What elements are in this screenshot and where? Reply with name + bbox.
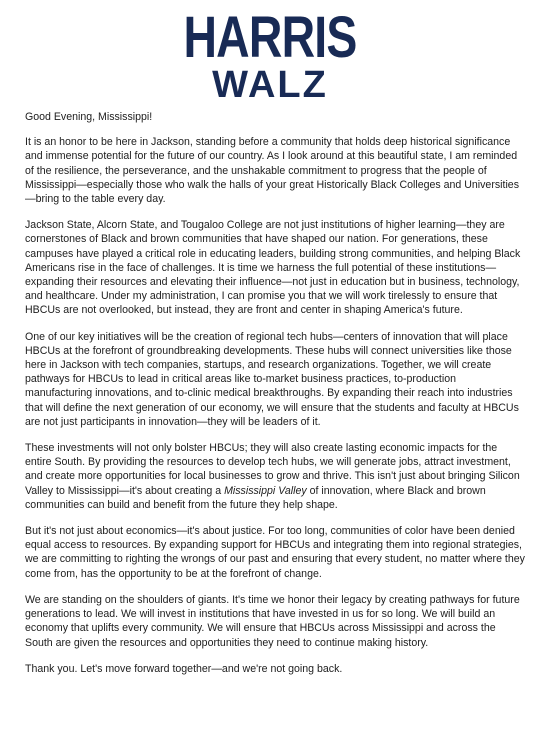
paragraph-economic-impact-text-b: of innovation, where Black and brown communities can build and benefit from the future they help shape. <box>25 484 486 511</box>
paragraph-economic-impact <box>25 441 525 512</box>
greeting: Good Evening, Mississippi! <box>25 111 153 123</box>
mississippi-valley-emphasis: Mississippi Valley <box>224 484 307 497</box>
paragraph-tech-hubs: One of our key initiatives will be the creation of regional tech hubs—centers of innovation that will place HBCUs at the forefront of groundbreaking developments. These hubs will connect universities like those here in Jackson with tech companies, startups, and research organizations. Together, we will create pathways for HBCUs to lead in critical areas like to-market business practices, to-production manufacturing innovations, and to-clinic medical breakthroughs. By expanding their reach into industries that will define the next generation of our economy, we will ensure that the students and faculty at HBCUs are not just participants in innovation—they will be leaders of it. <box>25 330 519 428</box>
paragraph-justice: But it's not just about economics—it's about justice. For too long, communities of color have been denied equal access to resources. By expanding support for HBCUs and integrating them into regional strategies, we are committing to righting the wrongs of our past and ensuring that every student, no matter where they come from, has the opportunity to be at the forefront of change. <box>25 525 525 580</box>
logo-line-walz: WALZ <box>212 64 328 106</box>
paragraph-intro: It is an honor to be here in Jackson, standing before a community that holds deep historical significance and immense potential for the future of our country. As I look around at this beautiful state, I am reminded of the resilience, the perseverance, and the unshakable commitment to progress that the people of Mississippi—especially those who walk the halls of your great Historically Black Colleges and Universities—bring to the table every day. <box>25 136 519 206</box>
campaign-logo <box>0 5 540 106</box>
paragraph-hbcu-cornerstones: Jackson State, Alcorn State, and Tougaloo College are not just institutions of higher learning—they are cornerstones of Black and brown communities that have shaped our nation. For generations, these campuses have played a critical role in educating leaders, building strong communities, and helping Black Americans rise in the face of challenges. It is time we harness the full potential of these institutions—expanding their resources and elevating their influence—not just in education but in business, technology, and healthcare. Under my administration, I can promise you that we will work tirelessly to ensure that HBCUs are not overlooked, but instead, they are front and center in shaping America's future. <box>25 219 521 317</box>
logo-line-harris: HARRIS <box>183 5 357 70</box>
paragraph-shoulders-of-giants: We are standing on the shoulders of giants. It's time we honor their legacy by creating pathways for future generations to lead. We will invest in institutions that have invested in us for so long. We will build an economy that uplifts every community. We will ensure that HBCUs across Mississippi and across the South are given the resources and opportunities they need to continue making history. <box>25 593 520 649</box>
paragraph-closing: Thank you. Let's move forward together—and we're not going back. <box>25 662 343 675</box>
paragraph-economic-impact-text-a: These investments will not only bolster HBCUs; they will also create lasting economic impacts for the entire South. By providing the resources to develop tech hubs, we will generate jobs, attract investment, and create more opportunities for local businesses to grow and thrive. This isn't just about bringing Silicon Valley to Mississippi—it's about creating a <box>25 442 520 497</box>
letter-body <box>25 110 525 688</box>
